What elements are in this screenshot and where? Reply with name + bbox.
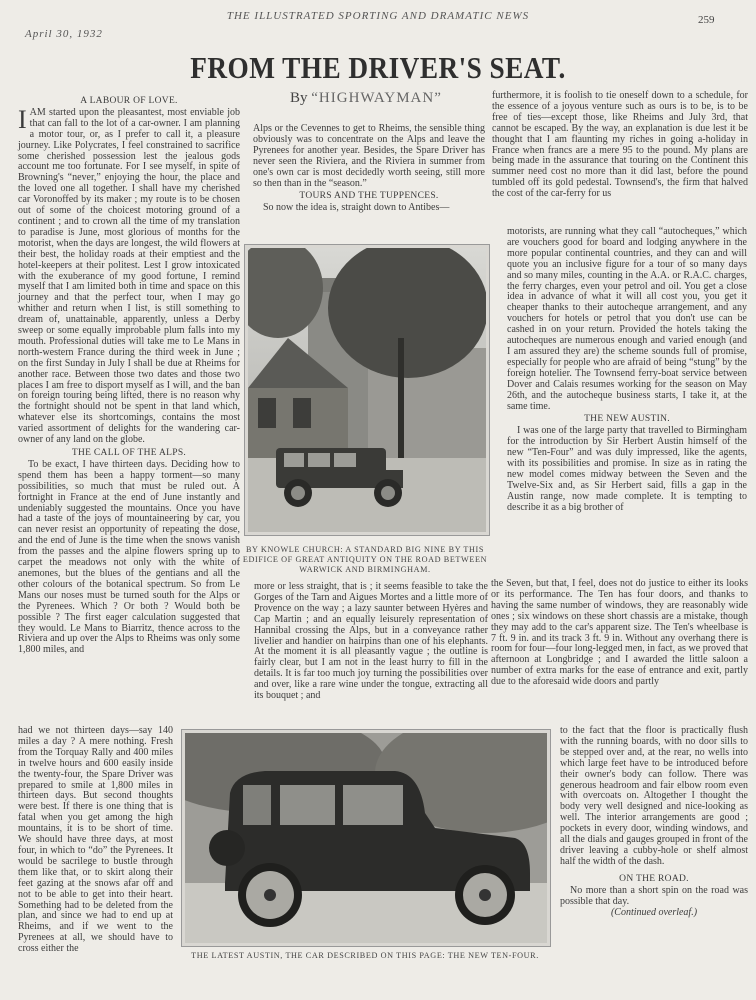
right-column-block-4: [560, 726, 748, 918]
photo-knowle-church: [245, 245, 489, 535]
paragraph: furthermore, it is foolish to tie oneself down to a schedule, for the essence of a joyous venture such as ours is to be, is to be free of ties—except those, like Rheims and July 3rd, that cannot be escaped. By the way, an explanation is due lest it be thought that I am flaunting my riches in going a-holiday in France when francs are a mere 95 to the pound. My plans are being made in the assurance that touring on the Continent this summer need cost no more than it did last, before the pound tumbled off its gold pedestal. Townsend's, the firm that halved the cost of the car-ferry for us: [492, 90, 748, 200]
paragraph: the Seven, but that, I feel, does not do justice to either its looks or its performance. The Ten has four doors, and thanks to having the same number of windows, they are reasonably wide ones ; six windows on these short chassis are a mistake, though they may add to the car's apparent size. The Ten's wheelbase is 7 ft. 9 in. and its track 3 ft. 9 in. Without any overhang there is room for four—four long-legged men, in fact, as we proved that afternoon at Longbridge ; and I awarded the little saloon a number of extra marks for the ease of entrance and exit, partly due to the aforesaid wide doors and partly: [491, 578, 748, 688]
section-heading: ON THE ROAD.: [619, 873, 689, 884]
section-heading: THE NEW AUSTIN.: [584, 414, 670, 425]
left-column-upper: [18, 94, 240, 656]
paragraph: I was one of the large party that travelled to Birmingham for the introduction by Sir Herbert Austin himself of the new “Ten-Four” and was duly impressed, like the agents, with its possibilities and promise. In size as in rating the new model comes midway between the Seven and the Twelve-Six and, as Sir Herbert said, fills a gap in the Austin range, now made complete. It is tempting to describe it as a big brother of: [507, 425, 747, 513]
church-car-photo: [248, 248, 486, 532]
right-column-block-1: [492, 91, 748, 200]
section-heading: THE CALL OF THE ALPS.: [71, 448, 187, 458]
photo-austin-ten-four: [182, 730, 550, 946]
section-heading: A LABOUR OF LOVE.: [80, 96, 178, 106]
headline: FROM THE DRIVER'S SEAT.: [190, 50, 566, 85]
paragraph: No more than a short spin on the road was possible that day.: [560, 884, 748, 907]
photo-caption: BY KNOWLE CHURCH: A STANDARD BIG NINE BY THIS EDIFICE OF GREAT ANTIQUITY ON THE ROAD BETWEEN WARWICK AND BIRMINGHAM.: [242, 545, 488, 574]
drop-cap: I: [18, 104, 27, 134]
publication-title: THE ILLUSTRATED SPORTING AND DRAMATIC NEWS: [226, 10, 530, 22]
paragraph: [18, 104, 240, 446]
austin-car-photo: [185, 733, 547, 943]
continued-note: (Continued overleaf.): [610, 906, 698, 918]
paragraph: more or less straight, that is ; it seems feasible to take the Gorges of the Tarn and Aigues Mortes and a little more of Provence on the way ; a lazy saunter between Hyères and Cap Martin ; and an equally leisurely representation of Hannibal crossing the Alps, but in a conveyance rather livelier and handier on hairpins than one of his elephants. At the moment it is all pleasantly vague ; the outline is fairly clear, but I am not in the least hurry to fill in the details. It is far too much joy turning the possibilities over and over, like a rare wine under the tongue, extracting all its bouquet ; and: [254, 581, 488, 702]
paragraph: to the fact that the floor is practically flush with the running boards, with no door sills to be stepped over and, at the rear, no wells into which large feet have to be introduced before their owner's body can follow. There was generous headroom and fair elbow room even with overcoats on. Altogether I thought the body very well designed and nice-looking as well. The interior arrangements are good ; pockets in every door, winding windows, and all the dials and gauges grouped in front of the driver leaving a cubby-hole or shelf almost half the width of the dash.: [560, 725, 748, 867]
byline-author: “HIGHWAYMAN”: [311, 90, 442, 106]
paragraph: had we not thirteen days—say 140 miles a day ? A mere nothing. Fresh from the Torquay Rally and 400 miles in twelve hours and 600 easily inside the twenty-four, the Spare Driver was prepared to smile at 1,800 miles in thirteen days. But second thoughts were best. If there is one thing that is fatal when you get among the high mountains, it is to be short of time. We should have three days, at most four, in which to “do” the Pyrenees. It would be sacrilege to bustle through them like that, or to skirt along their feet gazing at the snows afar off and not to be able to get into their heart. Something had to be deleted from the plan, and since we had to end up at Rheims, and if we went to the Pyrenees at all, we should have to cross either the: [18, 725, 173, 955]
left-column-lower: [18, 726, 173, 955]
byline: [290, 90, 442, 107]
right-column-block-3: [491, 579, 748, 688]
section-heading: TOURS AND THE TUPPENCES.: [299, 191, 439, 202]
middle-column-upper: [253, 124, 485, 214]
right-column-block-2: [507, 227, 747, 514]
page-number: 259: [698, 14, 715, 26]
paragraph: So now the idea is, straight down to Antibes—: [263, 202, 450, 214]
paragraph-text: AM started upon the pleasantest, most enviable job that can fall to the lot of a car-owner. I am planning a motor tour, or, as I prefer to call it, a pleasure journey. Like Polycrates, I feel constrained to sacrifice some cherished possession lest the jealous gods account me too fortunate. For I see myself, in spite of Browning's “never,” enjoying the hour, the place and the loved one all together. I shall have my cherished car Voronoffed by its maker ; my route is to be chosen out of some of the choicest motoring ground of a continent ; and to crown all the time of my translation to paradise is June, most glorious of months for the motorist, when the days are longest, the wild flowers at their best, the holiday roads at their emptiest and the hotel-keepers at their politest. Lest I grow intoxicated with the exuberance of my good fortune, I remind myself that I am limited both in time and space on this journey and that the perfect tour, when I may go whither and return when I list, is still something to dream of, unattainable, apparently, unless a Derby sweep or some equally improbable plum falls into my mouth. Professional duties will take me to Le Mans in north-western France during the third week in June ; on the first Sunday in July I shall be due at Rheims for another race. Between those two dates and those two places I am free to disport myself as I will, and the ban on foreign touring being lifted, there is no reason why the fortnight should not be spent in that land which, whatever else its shortcomings, contains the most varied assortment of delights for the wandering car-owner of any land on the globe.: [18, 106, 240, 446]
paragraph: To be exact, I have thirteen days. Deciding how to spend them has been a happy torment—so many possibilities, so much that must be ruled out. A fortnight in France at the end of June instantly and undeniably suggested the mountains. Once you have had a taste of the joys of mountaineering by car, you can never resist an opportunity of repeating the dose, and the end of June is the time when the snows vanish from the passes and the alpine flowers spring up to carpet the meadows not only with the white of anemones, but the blues of the gentians and all the other colours of the botanical spectrum. So from Le Mans our noses must be turned south for the Alps or the Pyrenees. Which ? Or both ? Would both be possible ? The first eager calculation suggested that they would. Le Mans to Biarritz, thence across to the Riviera and up over the Alps to Rheims was only some 1,800 miles, and: [18, 458, 240, 656]
middle-column-lower: [254, 582, 488, 702]
paragraph: motorists, are running what they call “autocheques,” which are vouchers good for board and lodging anywhere in the more popular continental countries, and they can and will quote you an inclusive figure for a tour of so many days and so many miles, counting in the A.A. or R.A.C. charges, the ferry charges, even your petrol and oil. You get a close idea in advance of what it will all cost you, you get it cheaper thanks to their autocheque arrangement, and any vouchers for hotels or petrol that you don't use can be cashed in on your return. Provided the hotels taking the autocheques are numerous enough and varied enough (and I am assured they are) the scheme sounds full of promise, especially for people who are afraid of being “stung” by the foreign hotelier. The Townsend ferry-boat service between Dover and Calais resumes working for the season on May 26th, and the autocheque business starts, I take it, at the same time.: [507, 226, 747, 412]
paragraph: Alps or the Cevennes to get to Rheims, the sensible thing obviously was to concentrate on the Alps and leave the Pyrenees for another year. Besides, the Spare Driver has never seen the Riviera, and the Riviera in summer from one's own car is most decidedly worth seeing, still more so then than in the “season.”: [253, 123, 485, 189]
photo-caption: THE LATEST AUSTIN, THE CAR DESCRIBED ON THIS PAGE: THE NEW TEN-FOUR.: [191, 951, 539, 960]
issue-date: April 30, 1932: [25, 28, 103, 40]
byline-prefix: By: [290, 90, 308, 106]
